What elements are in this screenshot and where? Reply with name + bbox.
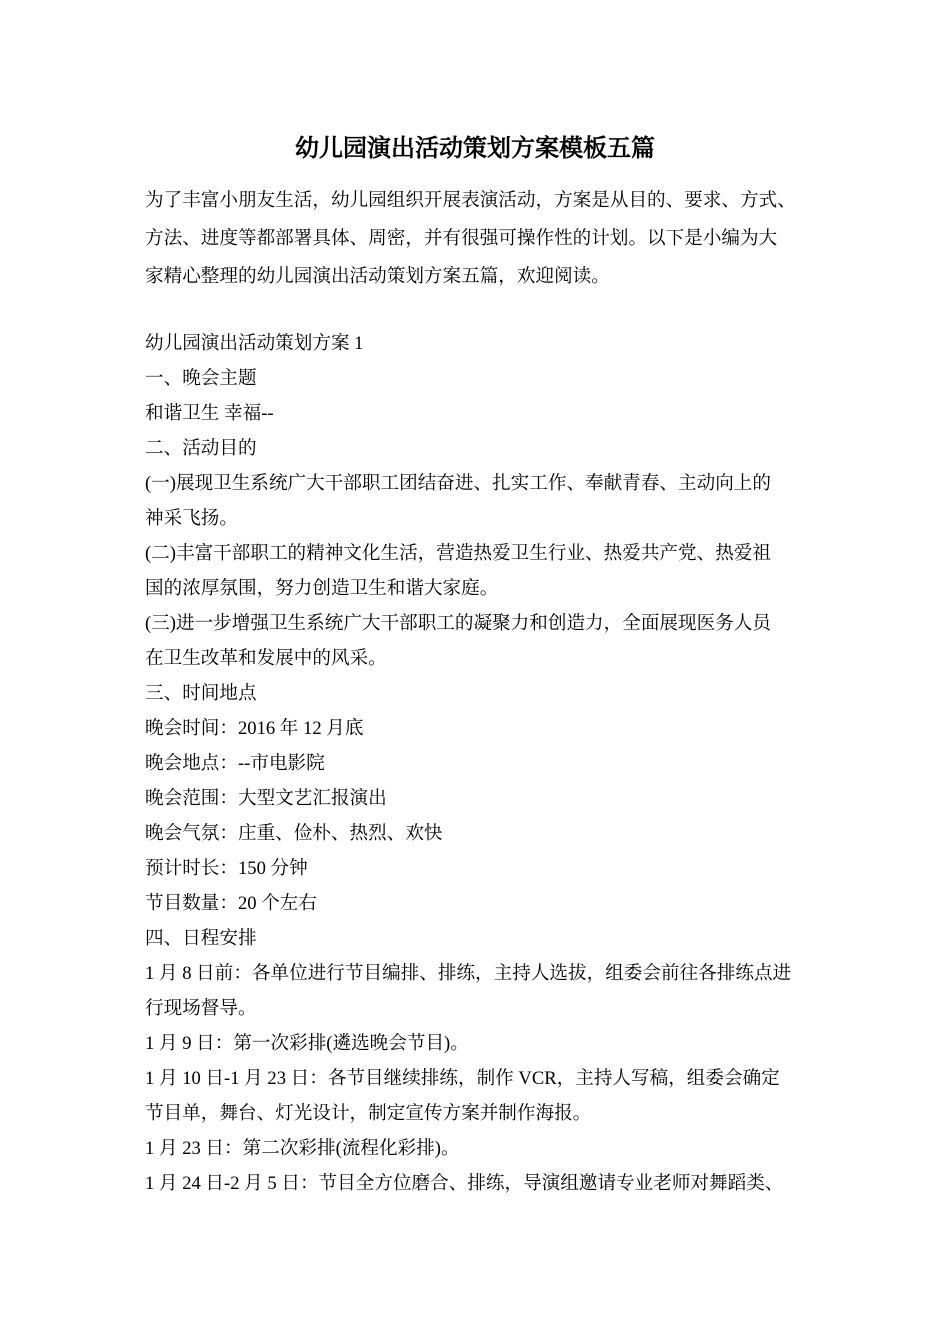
body-line: 国的浓厚氛围，努力创造卫生和谐大家庭。: [145, 578, 499, 599]
section-heading: 四、日程安排: [145, 928, 257, 949]
body-line: 节目数量：20 个左右: [145, 893, 317, 914]
body-line: 1 月 9 日：第一次彩排(遴选晚会节目)。: [145, 1033, 469, 1054]
intro-line: 为了丰富小朋友生活，幼儿园组织开展表演活动，方案是从目的、要求、方式、: [145, 190, 796, 211]
section-heading: 三、时间地点: [145, 683, 257, 704]
intro-line: 家精心整理的幼儿园演出活动策划方案五篇，欢迎阅读。: [145, 266, 610, 287]
body-line: 1 月 24 日-2 月 5 日：节目全方位磨合、排练，导演组邀请专业老师对舞蹈类、: [145, 1173, 784, 1194]
body-line: (三)进一步增强卫生系统广大干部职工的凝聚力和创造力，全面展现医务人员: [145, 613, 771, 634]
body-line: 1 月 23 日：第二次彩排(流程化彩排)。: [145, 1138, 460, 1159]
body-line: 晚会时间：2016 年 12 月底: [145, 718, 364, 739]
body-line: 神采飞扬。: [145, 508, 238, 529]
body-line: 和谐卫生 幸福--: [145, 403, 274, 424]
body-line: 晚会地点：--市电影院: [145, 753, 325, 774]
body-line: (二)丰富干部职工的精神文化生活，营造热爱卫生行业、热爱共产党、热爱祖: [145, 543, 771, 564]
body-line: 节目单，舞台、灯光设计，制定宣传方案并制作海报。: [145, 1103, 592, 1124]
document-title: 幼儿园演出活动策划方案模板五篇: [295, 136, 655, 162]
body-line: 1 月 10 日-1 月 23 日：各节目继续排练，制作 VCR，主持人写稿，组委会确定: [145, 1068, 780, 1089]
intro-line: 方法、进度等都部署具体、周密，并有很强可操作性的计划。以下是小编为大: [145, 228, 778, 249]
document-body: [145, 326, 825, 1201]
body-line: 行现场督导。: [145, 998, 257, 1019]
section-heading: 一、晚会主题: [145, 368, 257, 389]
section-heading: 幼儿园演出活动策划方案 1: [145, 333, 364, 354]
body-line: 在卫生改革和发展中的风采。: [145, 648, 387, 669]
body-line: 晚会气氛：庄重、俭朴、热烈、欢快: [145, 823, 443, 844]
body-line: (一)展现卫生系统广大干部职工团结奋进、扎实工作、奉献青春、主动向上的: [145, 473, 771, 494]
section-heading: 二、活动目的: [145, 438, 257, 459]
body-line: 1 月 8 日前：各单位进行节目编排、排练，主持人选拔，组委会前往各排练点进: [145, 963, 792, 984]
intro-paragraph: [145, 182, 825, 296]
body-line: 晚会范围：大型文艺汇报演出: [145, 788, 387, 809]
body-line: 预计时长：150 分钟: [145, 858, 308, 879]
